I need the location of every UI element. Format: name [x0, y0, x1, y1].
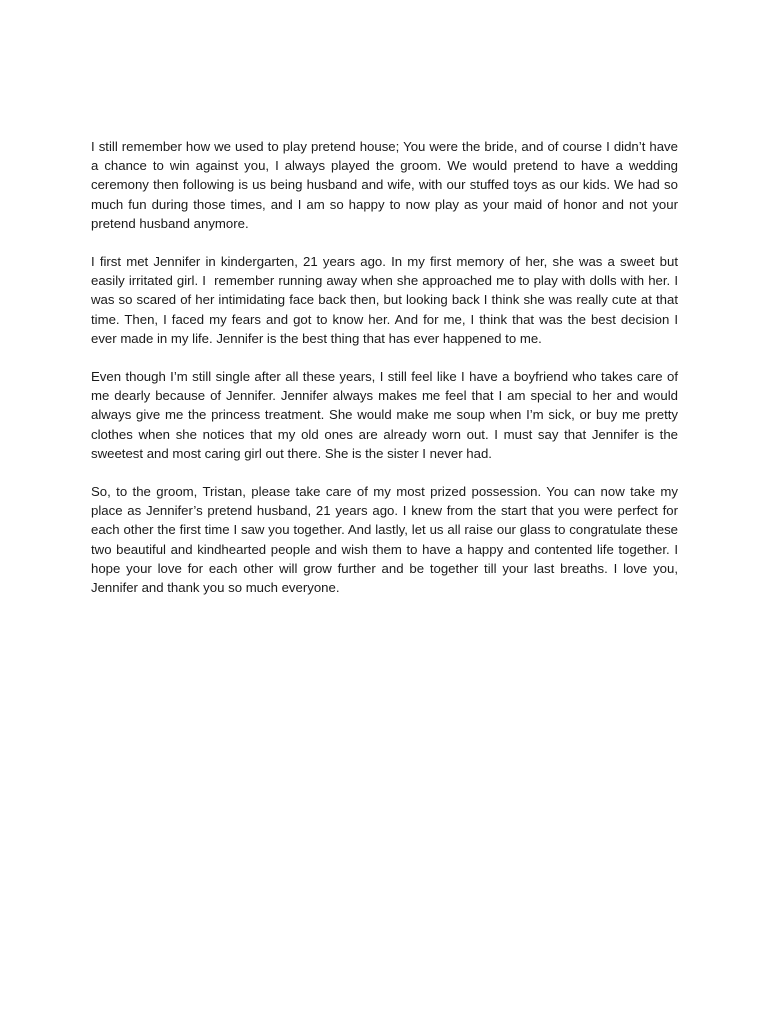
paragraph-toast: So, to the groom, Tristan, please take care of my most prized possession. You can now take my place as Jennifer’s pretend husband, 21 years ago. I knew from the start that you were perfect for each other the first time I saw you together. And lastly, let us all raise our glass to congratulate these two beautiful and kindhearted people and wish them to have a happy and contented life together. I hope your love for each other will grow further and be together till your last breaths. I love you, Jennifer and thank you so much everyone. — [91, 484, 682, 596]
paragraph-first-meeting: I first met Jennifer in kindergarten, 21 years ago. In my first memory of her, she was a sweet but easily irritated girl. I remember running away when she approached me to play with dolls with her. I was so scared of her intimidating face back then, but looking back I think she was really cute at that time. Then, I faced my fears and got to know her. And for me, I think that was the best decision I ever made in my life. Jennifer is the best thing that has ever happened to me. — [91, 254, 682, 346]
paragraph-childhood-memory: I still remember how we used to play pretend house; You were the bride, and of course I didn’t have a chance to win against you, I always played the groom. We would pretend to have a wedding ceremony then following is us being husband and wife, with our stuffed toys as our kids. We had so much fun during those times, and I am so happy to now play as your maid of honor and not your pretend husband anymore. — [91, 139, 682, 231]
speech-body — [91, 137, 682, 616]
paragraph-sisterhood: Even though I’m still single after all these years, I still feel like I have a boyfriend who takes care of me dearly because of Jennifer. Jennifer always makes me feel that I am special to her and would always give me the princess treatment. She would make me soup when I’m sick, or buy me pretty clothes when she notices that my old ones are already worn out. I must say that Jennifer is the sweetest and most caring girl out there. She is the sister I never had. — [91, 369, 682, 461]
